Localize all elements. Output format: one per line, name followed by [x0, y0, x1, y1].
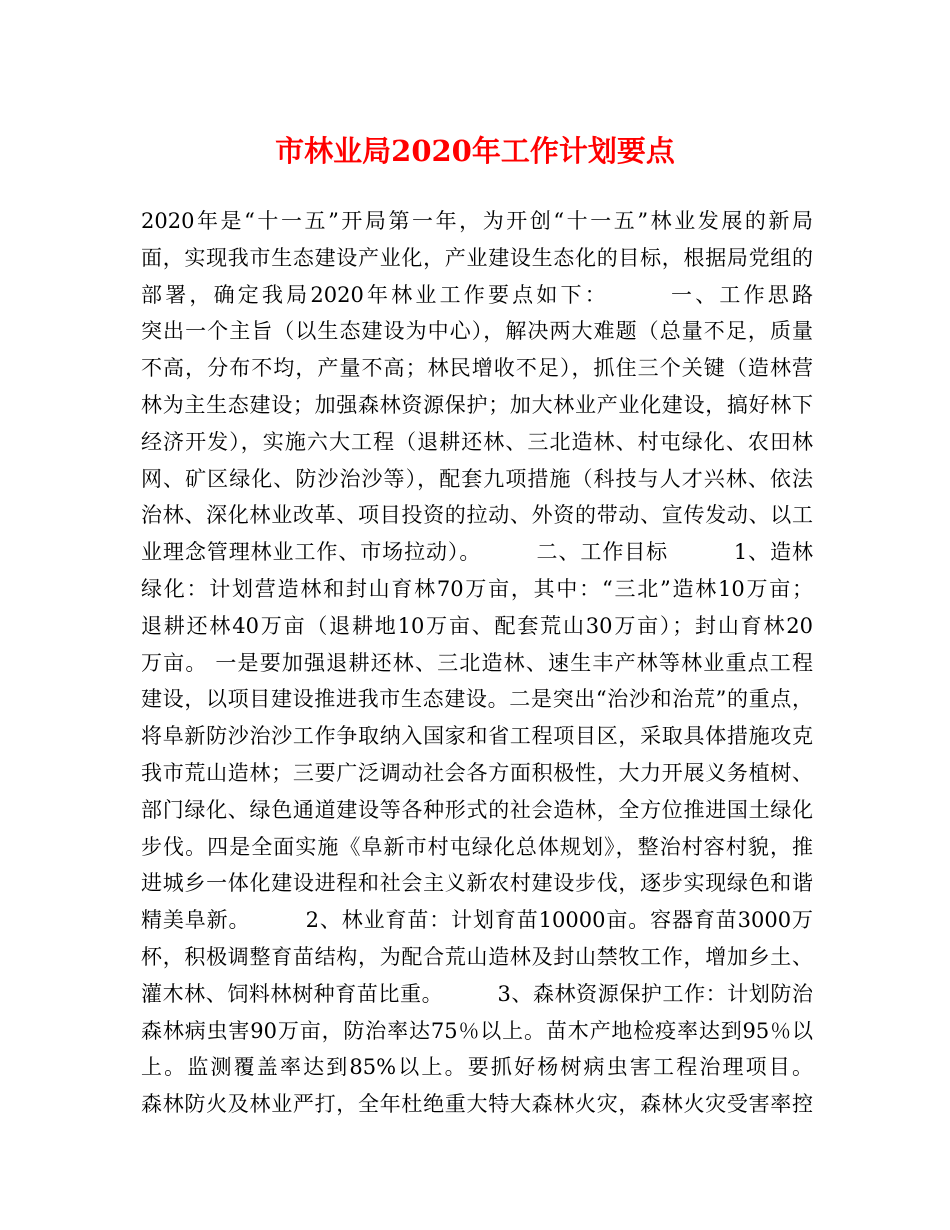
body-line: 林为主生态建设；加强森林资源保护；加大林业产业化建设，搞好林下 [141, 392, 813, 417]
body-line: 业理念管理林业工作、市场拉动）。 二、工作目标 1、造林 [141, 540, 813, 565]
body-line: 上。监测覆盖率达到85%以上。要抓好杨树病虫害工程治理项目。 [141, 1055, 813, 1080]
body-line: 我市荒山造林；三要广泛调动社会各方面积极性，大力开展义务植树、 [141, 760, 813, 785]
body-line: 退耕还林40万亩（退耕地10万亩、配套荒山30万亩）；封山育林20 [141, 613, 813, 638]
body-line: 经济开发），实施六大工程（退耕还林、三北造林、村屯绿化、农田林 [141, 429, 813, 454]
body-line: 绿化：计划营造林和封山育林70万亩，其中：“三北”造林10万亩； [141, 576, 813, 601]
document-title: 市林业局2020年工作计划要点 [275, 134, 675, 168]
body-line: 森林病虫害90万亩，防治率达75％以上。苗木产地检疫率达到95％以 [141, 1018, 813, 1043]
body-line: 治林、深化林业改革、项目投资的拉动、外资的带动、宣传发动、以工 [141, 503, 813, 528]
body-line: 森林防火及林业严打，全年杜绝重大特大森林火灾，森林火灾受害率控 [141, 1092, 813, 1117]
body-line: 部门绿化、绿色通道建设等各种形式的社会造林，全方位推进国土绿化 [141, 797, 813, 822]
body-line: 建设，以项目建设推进我市生态建设。二是突出“治沙和治荒”的重点， [141, 687, 813, 712]
document-body [141, 203, 813, 1123]
body-line: 面，实现我市生态建设产业化，产业建设生态化的目标，根据局党组的 [141, 245, 813, 270]
body-line: 部署，确定我局2020年林业工作要点如下： 一、工作思路 [141, 282, 813, 307]
body-line: 步伐。四是全面实施《阜新市村屯绿化总体规划》，整治村容村貌，推 [141, 834, 813, 859]
body-line: 不高，分布不均，产量不高；林民增收不足），抓住三个关键（造林营 [141, 356, 813, 381]
body-line: 杯，积极调整育苗结构，为配合荒山造林及封山禁牧工作，增加乡土、 [141, 944, 813, 969]
body-line: 突出一个主旨（以生态建设为中心），解决两大难题（总量不足，质量 [141, 319, 813, 344]
body-line: 网、矿区绿化、防沙治沙等），配套九项措施（科技与人才兴林、依法 [141, 466, 813, 491]
body-line: 2020年是“十一五”开局第一年，为开创“十一五”林业发展的新局 [141, 209, 813, 233]
body-line: 将阜新防沙治沙工作争取纳入国家和省工程项目区，采取具体措施攻克 [141, 724, 813, 749]
body-line: 进城乡一体化建设进程和社会主义新农村建设步伐，逐步实现绿色和谐 [141, 871, 813, 896]
body-line: 精美阜新。 2、林业育苗：计划育苗10000亩。容器育苗3000万 [141, 908, 813, 933]
body-line: 灌木林、饲料林树种育苗比重。 3、森林资源保护工作：计划防治 [141, 981, 813, 1006]
body-line: 万亩。 一是要加强退耕还林、三北造林、速生丰产林等林业重点工程 [141, 650, 813, 675]
